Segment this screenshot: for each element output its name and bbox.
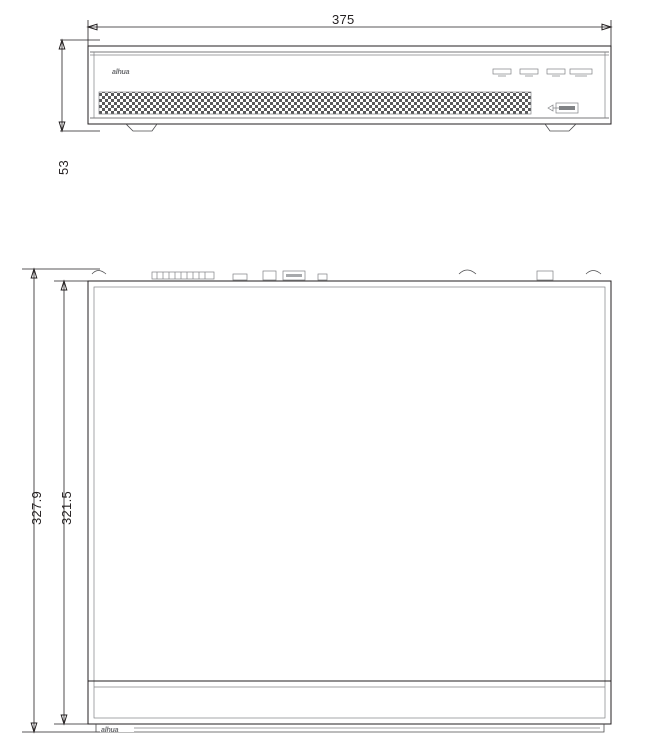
top-chassis-outline — [88, 281, 611, 732]
led-indicator-row — [493, 69, 592, 76]
top-view — [0, 250, 652, 750]
front-chassis — [88, 46, 611, 131]
front-view — [0, 0, 652, 200]
rear-vent-slots — [152, 272, 214, 279]
brand-logo — [110, 66, 152, 76]
front-nose-logo-text: alhua — [101, 727, 119, 734]
front-nose-logo — [100, 726, 134, 734]
usb-port-icon — [548, 103, 578, 113]
front-width-label: 375 — [332, 12, 355, 27]
ventilation-mesh-panel — [99, 92, 531, 114]
rear-connector-row — [88, 270, 611, 281]
top-body-depth-label: 321.5 — [59, 490, 74, 525]
brand-logo-text: alhua — [112, 69, 130, 76]
front-height-label: 53 — [56, 159, 71, 175]
top-overall-depth-label: 327.9 — [29, 490, 44, 525]
